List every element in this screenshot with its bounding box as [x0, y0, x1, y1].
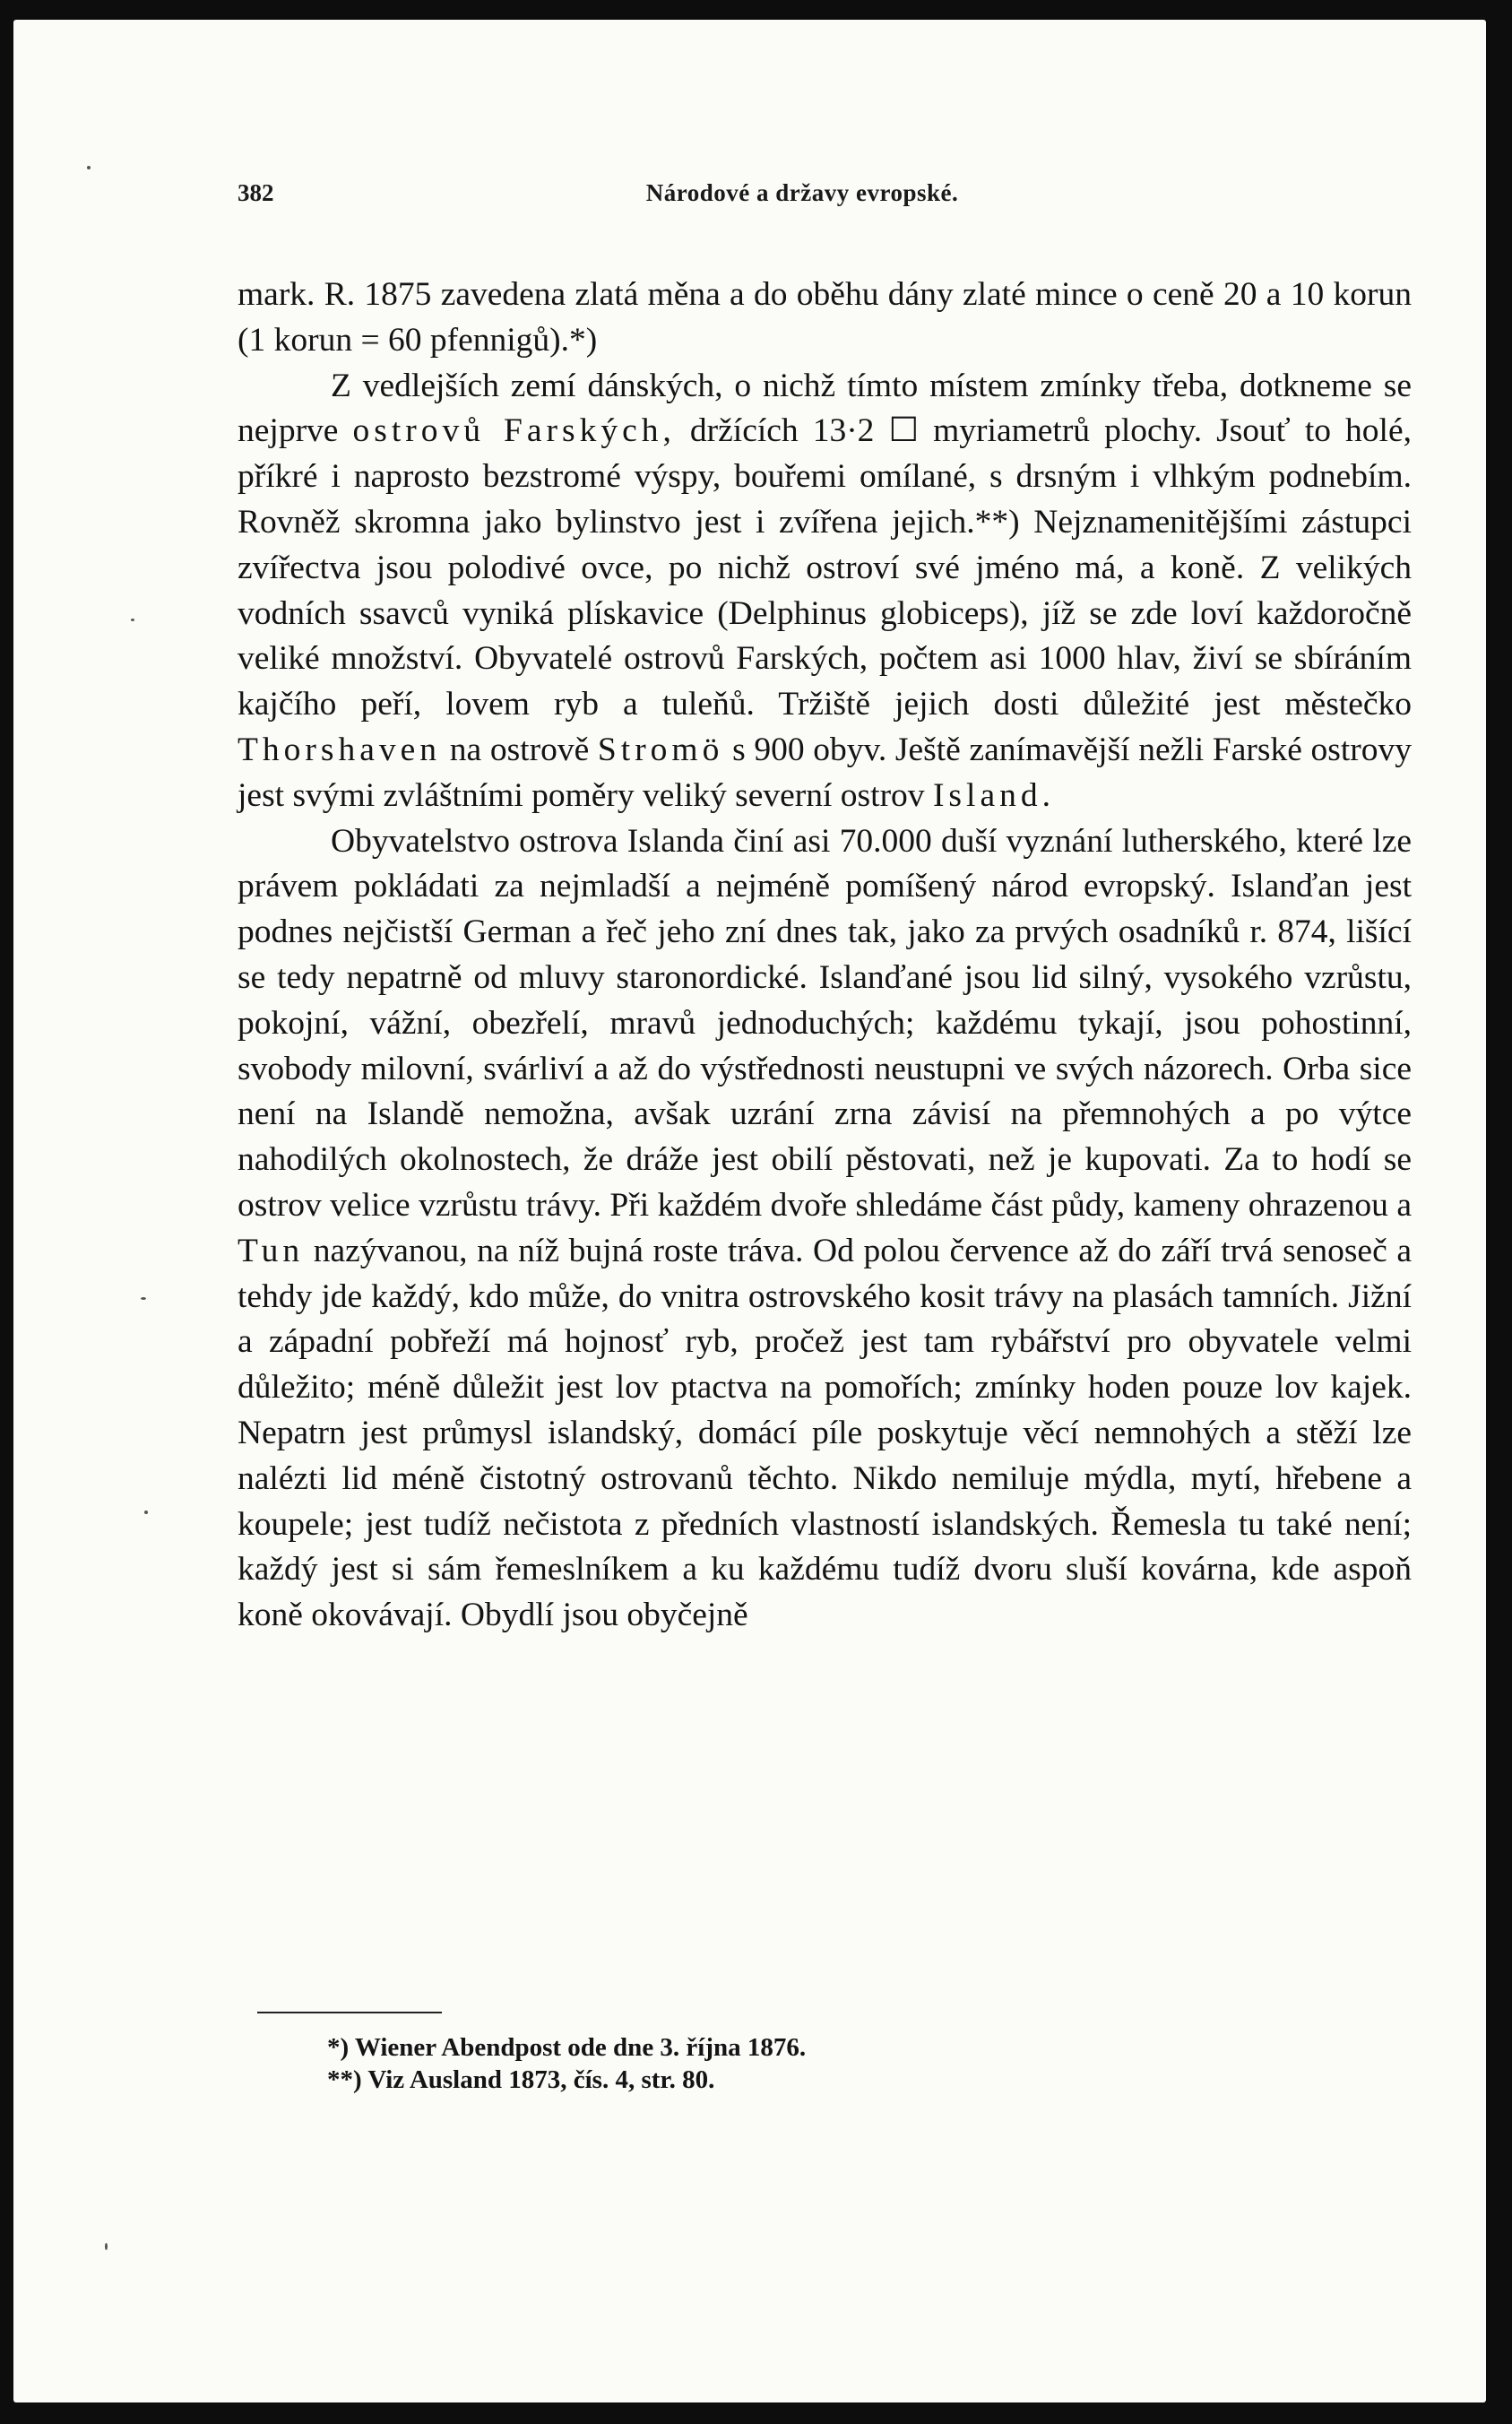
scan-speck	[144, 1511, 148, 1514]
footnote-1: *) Wiener Abendpost ode dne 3. října 1876.	[327, 2033, 807, 2062]
running-title: Národové a državy evropské.	[645, 179, 959, 206]
scan-speck	[131, 619, 134, 621]
page-number: 382	[238, 179, 274, 206]
thorshaven-term: Thorshaven	[238, 731, 442, 768]
page-header	[13, 176, 1486, 215]
footnote-2: **) Viz Ausland 1873, čís. 4, str. 80.	[327, 2065, 715, 2094]
paragraph-2	[238, 364, 1412, 819]
paragraph-3	[238, 819, 1412, 1639]
footnote-divider	[257, 2012, 442, 2013]
stromo-term: Stromö	[597, 731, 724, 768]
tun-term: Tun	[238, 1232, 305, 1269]
faroe-islands-term: ostrovů Farských,	[352, 412, 676, 450]
book-page	[13, 20, 1486, 2402]
footnotes	[327, 2031, 1313, 2096]
iceland-term: Island.	[932, 776, 1055, 814]
paragraph-3-text-b: nazývanou, na níž bujná roste tráva. Od polou července až do září trvá senoseč a tehdy jde každý, kdo může, do vnitra ostrovského kosit trávy na plasách tamních. Jižní a západní pobřeží má hojnosť ryb, pročež jest tam rybářství pro obyvatele velmi důležito; méně důležit jest lov ptactva na pomořích; zmínky hoden pouze lov kajek. Nepatrn jest průmysl islandský, domácí píle poskytuje věcí nemnohých a stěží lze nalézti lid méně čistotný ostrovanů těchto. Nikdo nemiluje mýdla, mytí, hřebene a koupele; jest tudíž nečistota z předních vlastností islandských. Řemesla tu také není; každý jest si sám řemeslníkem a ku každému tudíž dvoru sluší kovárna, kde aspoň koně okovávají. Obydlí jsou obyčejně	[238, 1232, 1412, 1634]
scan-speck	[87, 166, 91, 169]
body-text	[238, 273, 1412, 1639]
paragraph-2-text-a: Z vedlejších zemí dánských, o nichž tímto místem zmínky třeba, dotkneme se nejprve	[238, 367, 1412, 450]
paragraph-1-text: mark. R. 1875 zavedena zlatá měna a do oběhu dány zlaté mince o ceně 20 a 10 korun (1 korun = 60 pfennigů).*)	[238, 276, 1412, 359]
paragraph-2-text-d: s 900 obyv. Ještě zanímavější nežli Farské ostrovy jest svými zvláštními poměry veliký severní ostrov	[238, 731, 1413, 814]
paragraph-1	[238, 273, 1412, 364]
paragraph-2-text-c: na ostrově	[449, 731, 590, 768]
paragraph-2-text-b: držících 13·2 ☐ myriametrů plochy. Jsouť to holé, příkré i naprosto bezstromé výspy, bouřemi omílané, s drsným i vlhkým podnebím. Rovněž skromna jako bylinstvo jest i zvířena jejich.**) Nejznamenitějšími zástupci zvířectva jsou polodivé ovce, po nichž ostroví své jméno má, a koně. Z velikých vodních ssavců vyniká plískavice (Delphinus globiceps), jíž se zde loví každoročně veliké množství. Obyvatelé ostrovů Farských, počtem asi 1000 hlav, živí se sbíráním kajčího peří, lovem ryb a tuleňů. Tržiště jejich dosti důležité jest městečko	[238, 412, 1412, 723]
scan-speck	[141, 1297, 146, 1300]
scan-speck	[105, 2243, 108, 2250]
paragraph-3-text-a: Obyvatelstvo ostrova Islanda činí asi 70.000 duší vyznání lutherského, které lze právem pokládati za nejmladší a nejméně pomíšený národ evropský. Islanďan jest podnes nejčistší German a řeč jeho zní dnes tak, jako za prvých osadníků r. 874, lišící se tedy nepatrně od mluvy staronordické. Islanďané jsou lid silný, vysokého vzrůstu, pokojní, vážní, obezřelí, mravů jednoduchých; každému tykají, jsou pohostinní, svobody milovní, svárliví a až do výstřednosti neustupni ve svých názorech. Orba sice není na Islandě nemožna, avšak uzrání zrna závisí na přemnohých a po výtce nahodilých okolnostech, že dráže jest obilí pěstovati, než je kupovati. Za to hodí se ostrov velice vzrůstu trávy. Při každém dvoře shledáme část půdy, kameny ohrazenou a	[238, 822, 1412, 1224]
